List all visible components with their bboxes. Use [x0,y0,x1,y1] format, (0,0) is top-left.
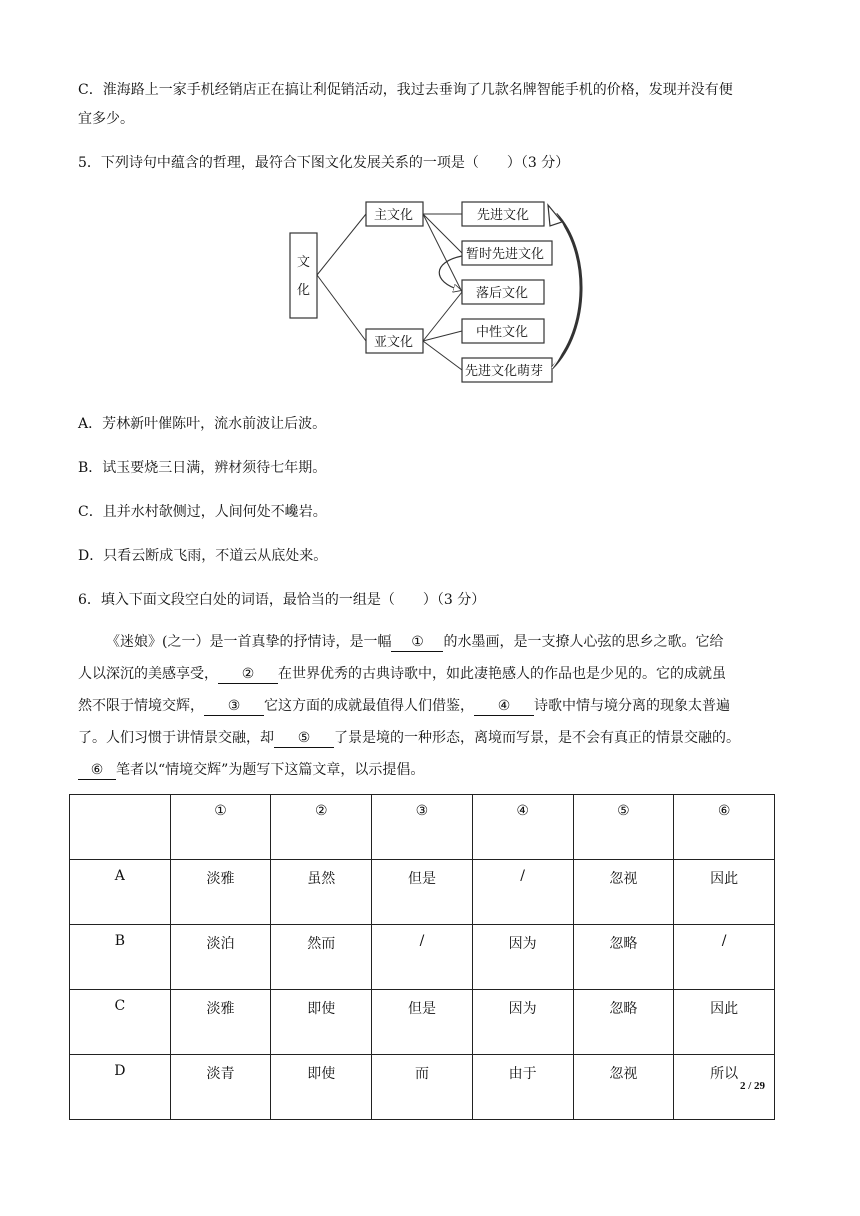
q6-stem: 6．填入下面文段空白处的词语，最恰当的一组是（ ）（3 分） [78,592,486,608]
passage-text: 在世界优秀的古典诗歌中，如此凄艳感人的作品也是少见的。它的成就虽 [278,666,726,682]
diagram-root-box [290,233,317,318]
passage-line-3 [78,690,784,722]
blank-2: ② [218,665,278,684]
table-cell: / [372,925,473,990]
table-header-cell: ④ [472,795,573,860]
diagram-backward-label: 落后文化 [476,286,529,301]
table-row-c [70,990,775,1055]
table-header-cell: ⑥ [674,795,775,860]
blank-4: ④ [474,697,534,716]
blank-5: ⑤ [274,729,334,748]
q5-stem: 5．下列诗句中蕴含的哲理，最符合下图文化发展关系的一项是（ ）（3 分） [78,155,570,171]
passage-text: 诗歌中情与境分离的现象太普遍 [534,698,730,714]
diagram-temp-advanced-label: 暂时先进文化 [466,247,545,262]
passage-text: 《迷娘》(之一）是一首真挚的抒情诗，是一幅 [106,634,392,650]
table-cell: 淡雅 [170,990,271,1055]
q6-choice-table [69,794,775,1120]
table-row-b [70,925,775,990]
passage-text: 它这方面的成就最值得人们借鉴， [264,698,474,714]
table-header-cell: ⑤ [573,795,674,860]
table-header-cell: ③ [372,795,473,860]
q5-option-d: D．只看云断成飞雨，不道云从底处来。 [78,548,328,564]
table-cell: 淡青 [170,1055,271,1120]
diagram-root-char1: 文 [297,255,311,270]
passage-line-1 [78,626,784,658]
table-cell: 因为 [472,990,573,1055]
table-row-d [70,1055,775,1120]
table-cell: 淡雅 [170,860,271,925]
diagram-root-char2: 化 [297,283,311,298]
diagram-neutral-label: 中性文化 [476,325,529,340]
table-cell: 而 [372,1055,473,1120]
table-cell: 但是 [372,990,473,1055]
table-cell: 即使 [271,1055,372,1120]
diagram-advanced-label: 先进文化 [477,208,530,223]
table-cell: / [674,925,775,990]
table-cell: 忽略 [573,990,674,1055]
table-cell: D [70,1055,171,1120]
table-cell: 忽视 [573,1055,674,1120]
table-cell: 忽略 [573,925,674,990]
diagram-arrow-sprout-to-advanced [552,214,581,368]
passage-line-5 [78,754,784,786]
passage-line-4 [78,722,784,754]
table-cell: 淡泊 [170,925,271,990]
table-cell: 因为 [472,925,573,990]
passage-text: 了。人们习惯于讲情景交融，却 [78,730,274,746]
table-header-cell: ② [271,795,372,860]
q6-passage [78,626,784,786]
passage-text: 笔者以“情境交辉”为题写下这篇文章，以示提倡。 [116,762,425,778]
passage-text: 了景是境的一种形态，离境而写景，是不会有真正的情景交融的。 [334,730,740,746]
prev-option-c-line2: 宜多少。 [78,111,134,127]
blank-6: ⑥ [78,761,116,780]
table-cell: 即使 [271,990,372,1055]
table-header-row [70,795,775,860]
prev-option-c-line1: C．淮海路上一家手机经销店正在搞让利促销活动，我过去垂询了几款名牌智能手机的价格，发现并没有便 [78,82,733,98]
table-header-cell: ① [170,795,271,860]
table-cell: 虽然 [271,860,372,925]
table-row-a [70,860,775,925]
passage-text: 人以深沉的美感享受， [78,666,218,682]
table-cell: 由于 [472,1055,573,1120]
table-cell: 因此 [674,860,775,925]
table-cell: 然而 [271,925,372,990]
table-cell: 但是 [372,860,473,925]
table-cell: 所以 [674,1055,775,1120]
blank-3: ③ [204,697,264,716]
culture-diagram [0,0,860,400]
diagram-sprout-label: 先进文化萌芽 [465,364,544,379]
table-header-cell [70,795,171,860]
table-cell: 因此 [674,990,775,1055]
passage-line-2 [78,658,784,690]
table-cell: C [70,990,171,1055]
page-number: 2 / 29 [740,1080,766,1092]
q5-option-c: C．且并水村欹侧过，人间何处不巉岩。 [78,504,327,520]
diagram-main-label: 主文化 [374,208,414,223]
diagram-sub-label: 亚文化 [374,335,414,350]
blank-1: ① [391,633,443,652]
table-cell: A [70,860,171,925]
table-cell: B [70,925,171,990]
table-cell: / [472,860,573,925]
q5-option-a: A．芳林新叶催陈叶，流水前波让后波。 [78,416,327,432]
passage-text: 然不限于情境交辉， [78,698,204,714]
table-cell: 忽视 [573,860,674,925]
q5-option-b: B．试玉要烧三日满，辨材须待七年期。 [78,460,327,476]
passage-text: 的水墨画，是一支撩人心弦的思乡之歌。它给 [443,634,724,650]
